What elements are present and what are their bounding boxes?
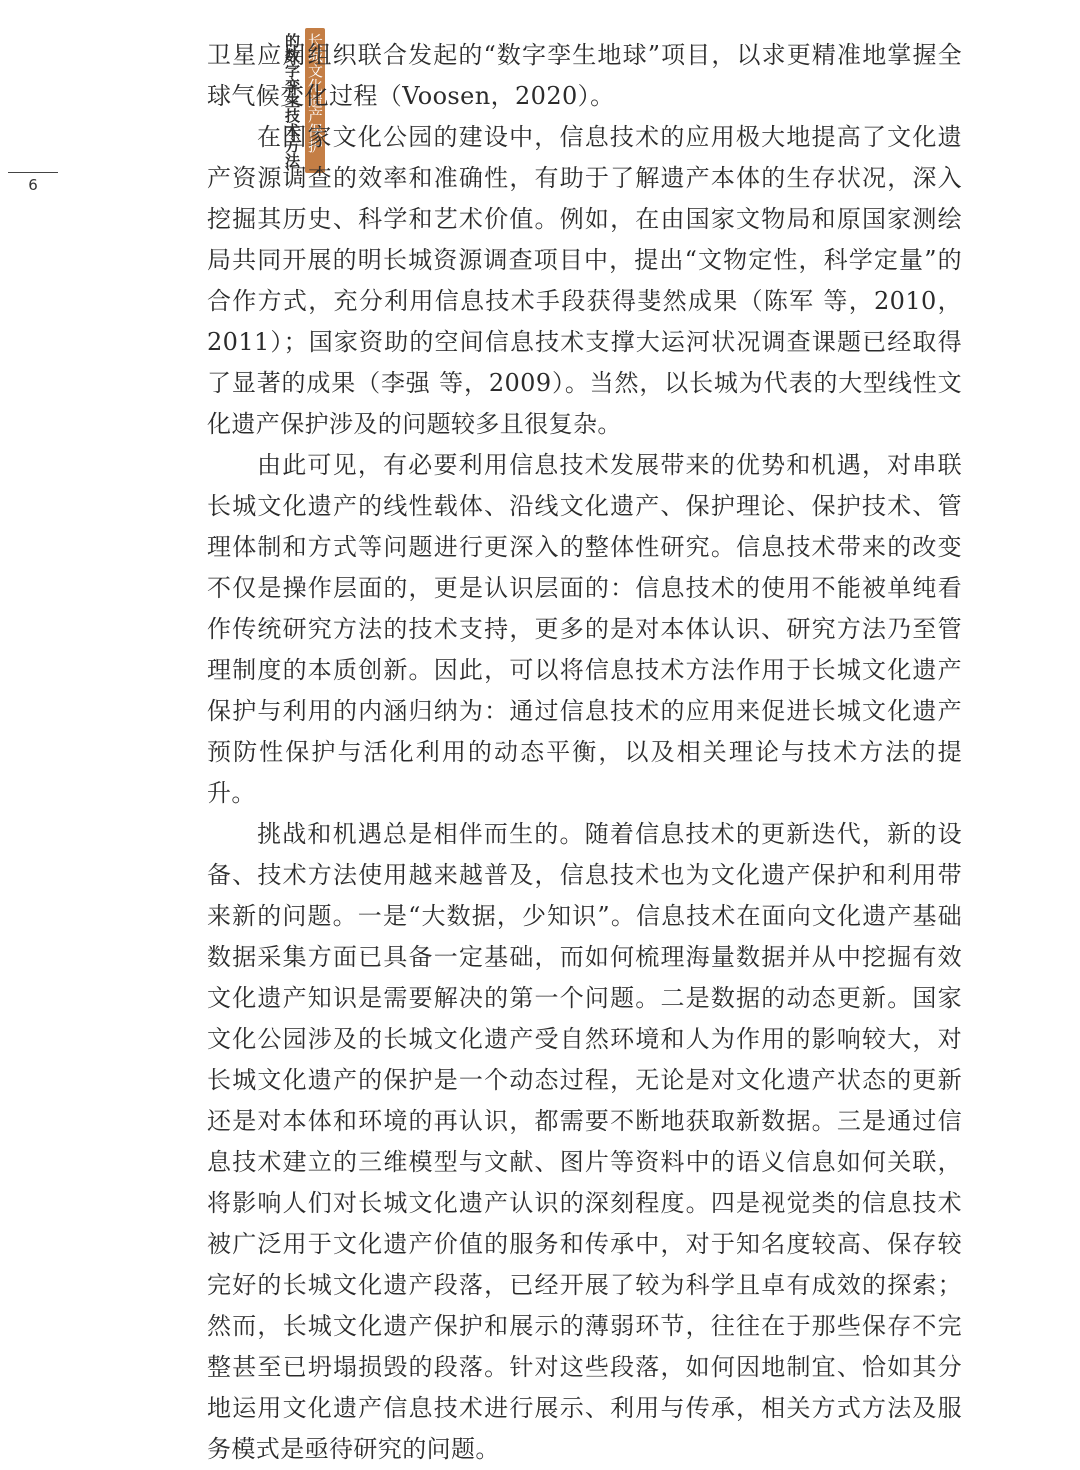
book-subtitle: 的数字孪生技术方法 <box>283 33 301 168</box>
paragraph-4: 挑战和机遇总是相伴而生的。随着信息技术的更新迭代，新的设备、技术方法使用越来越普及，信息技术也为文化遗产保护和利用带来新的问题。一是“大数据，少知识”。信息技术在面向文化遗产基础数据采集方面已具备一定基础，而如何梳理海量数据并从中挖掘有效文化遗产知识是需要解决的第一个问题。二是数据的动态更新。国家文化公园涉及的长城文化遗产受自然环境和人为作用的影响较大，对长城文化遗产的保护是一个动态过程，无论是对文化遗产状态的更新还是对本体和环境的再认识，都需要不断地获取新数据。三是通过信息技术建立的三维模型与文献、图片等资料中的语义信息如何关联，将影响人们对长城文化遗产认识的深刻程度。四是视觉类的信息技术被广泛用于文化遗产价值的服务和传承中，对于知名度较高、保存较完好的长城文化遗产段落，已经开展了较为科学且卓有成效的探索；然而，长城文化遗产保护和展示的薄弱环节，往往在于那些保存不完整甚至已坍塌损毁的段落。针对这些段落，如何因地制宜、恰如其分地运用文化遗产信息技术进行展示、利用与传承，相关方式方法及服务模式是亟待研究的问题。 <box>207 820 962 1463</box>
series-title-badge: 长城文化遗产保护 <box>305 28 325 173</box>
paragraph-2: 在国家文化公园的建设中，信息技术的应用极大地提高了文化遗产资源调查的效率和准确性，有助于了解遗产本体的生存状况，深入挖掘其历史、科学和艺术价值。例如，在由国家文物局和原国家测绘局共同开展的明长城资源调查项目中，提出“文物定性，科学定量”的合作方式，充分利用信息技术手段获得斐然成果（陈军 等，2010，2011）；国家资助的空间信息技术支撑大运河状况调查课题已经取得了显著的成果（李强 等，2009）。当然，以长城为代表的大型线性文化遗产保护涉及的问题较多且很复杂。 <box>207 123 962 438</box>
page-number: 6 <box>28 176 38 194</box>
paragraph-1: 卫星应用组织联合发起的“数字孪生地球”项目，以求更精准地掌握全球气候变化过程（Voosen，2020）。 <box>207 41 962 110</box>
main-text-column <box>207 35 962 1470</box>
paragraph-3: 由此可见，有必要利用信息技术发展带来的优势和机遇，对串联长城文化遗产的线性载体、沿线文化遗产、保护理论、保护技术、管理体制和方式等问题进行更深入的整体性研究。信息技术带来的改变不仅是操作层面的，更是认识层面的：信息技术的使用不能被单纯看作传统研究方法的技术支持，更多的是对本体认识、研究方法乃至管理制度的本质创新。因此，可以将信息技术方法作用于长城文化遗产保护与利用的内涵归纳为：通过信息技术的应用来促进长城文化遗产预防性保护与活化利用的动态平衡，以及相关理论与技术方法的提升。 <box>207 451 962 807</box>
header-divider <box>8 172 58 173</box>
